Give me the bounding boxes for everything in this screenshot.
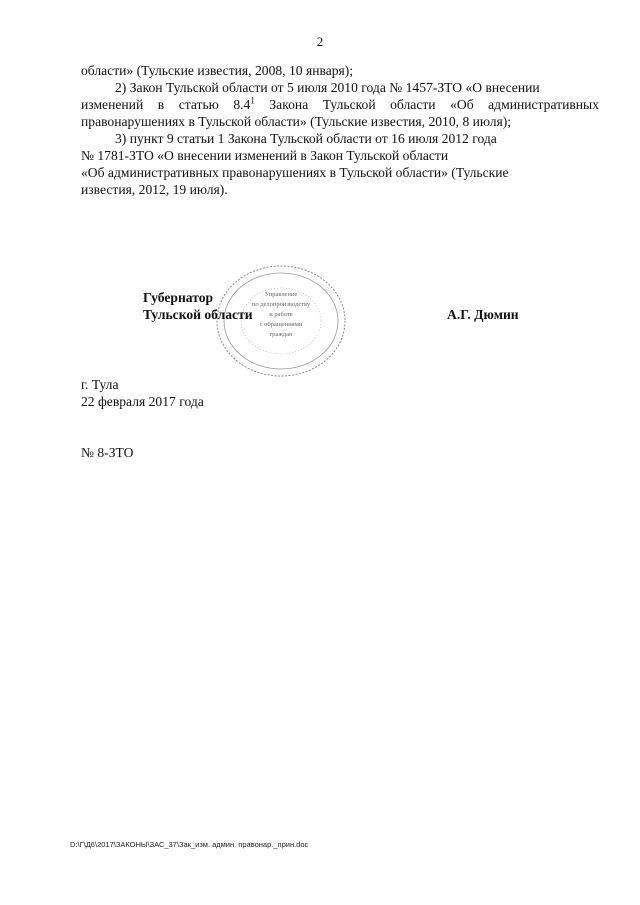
signature-title-line-2: Тульской области	[143, 307, 253, 322]
stamp-text-3: и работе	[269, 311, 293, 318]
paragraph-2-line-2-text-b: Закона Тульской области «Об административных	[254, 97, 599, 112]
paragraph-3-line-1: 3) пункт 9 статьи 1 Закона Тульской области от 16 июля 2012 года	[115, 131, 497, 146]
paragraph-3-line-2: № 1781-ЗТО «О внесении изменений в Закон Тульской области	[81, 148, 449, 163]
date: 22 февраля 2017 года	[81, 394, 204, 409]
signature-name: А.Г. Дюмин	[447, 307, 519, 322]
footer-file-path: D:\Г\Д6\2017\ЗАКОНЫ\ЗАС_37\Зак_изм. админ. правонар._прин.doc	[70, 840, 309, 849]
paragraph-1-line-1: области» (Тульские известия, 2008, 10 января);	[81, 63, 354, 78]
page-number: 2	[316, 34, 324, 49]
place: г. Тула	[81, 377, 119, 392]
paragraph-2-line-3: правонарушениях в Тульской области» (Тульские известия, 2010, 8 июля);	[81, 114, 512, 129]
law-number: № 8-ЗТО	[81, 445, 134, 460]
document-body	[81, 62, 599, 198]
stamp-text-1: Управление	[264, 291, 298, 298]
paragraph-2-line-2	[81, 96, 599, 113]
paragraph-3-line-3: «Об административных правонарушениях в Тульской области» (Тульские	[81, 165, 509, 180]
paragraph-2-line-2-text-a: изменений в статью 8.4	[81, 97, 251, 112]
stamp-text-4: с обращениями	[259, 321, 303, 328]
paragraph-2-line-1: 2) Закон Тульской области от 5 июля 2010 года № 1457-ЗТО «О внесении	[115, 80, 540, 95]
signature-title-line-1: Губернатор	[143, 290, 214, 305]
stamp-text-5: граждан	[269, 331, 293, 338]
superscript: 1	[250, 95, 255, 106]
paragraph-3-line-4: известия, 2012, 19 июля).	[81, 182, 228, 197]
stamp-text-2: по делопроизводству	[251, 301, 311, 308]
